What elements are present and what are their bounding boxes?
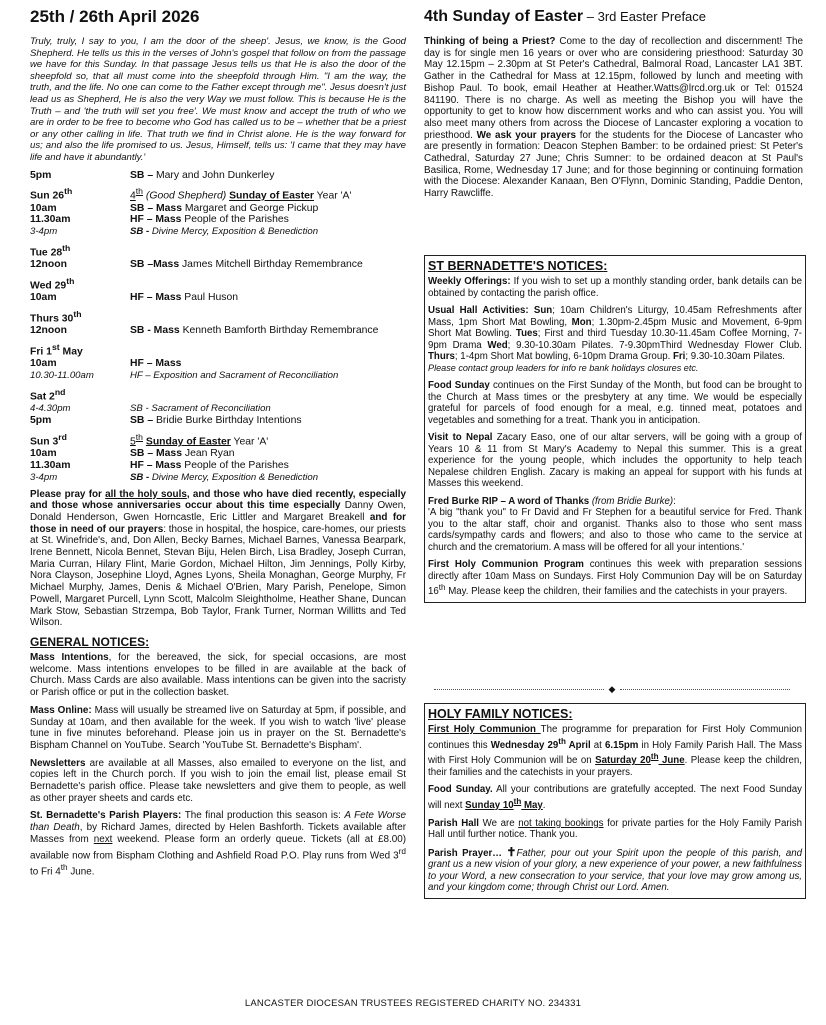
schedule-sat-2: Sat 2nd 4-4.30pm SB - Sacrament of Reconciliation 5pm SB – Bridie Burke Birthday Intentions [30, 387, 302, 427]
mass-schedule [30, 170, 406, 484]
schedule-day: Sun 26th [30, 186, 73, 202]
schedule-thu-30: Thurs 30th 12noon SB - Mass Kenneth Bamforth Birthday Remembrance [30, 309, 379, 337]
gospel-reflection: Truly, truly, I say to you, I am the door of the sheep'. Jesus, we know, is the Good Shepherd. He tells us this in the verses of John's gospel that follow on from the passage we have for this Sunday. In that passage Jesus tells us that He is also the door of the sheepfold so, that all must come into the sheepfold through Him. "I am the way, the truth, and the life. No one can come to the Father except through me". Jesus doesn't just lead us as Shepherd, He is also the very Way we must follow. This is because He is the Truth – and 'the truth will set you free'. We must know and accept the truth of who we are in order to be free to become who God has called us to be – whether that be a priest or any other calling in life. That truth we find in Christ alone. He is the way forward for us; and also the life promised to us. Jesus, Himself, tells us: 'I came that they may have life and have it abundantly.' [30, 36, 406, 163]
schedule-sat-25: 5pm SB – Mary and John Dunkerley [30, 169, 275, 181]
schedule-fri-1: Fri 1st May 10am HF – Mass 10.30-11.00am HF – Exposition and Sacrament of Reconciliation [30, 342, 339, 382]
notice-hall-activities: Usual Hall Activities: Sun; 10am Children's Liturgy, 10.45am Refreshments after Mass, 1pm Short Mat Bowling, Mon; 1.30pm-2.45pm Music and Movement, 6-9pm Short Mat Bowling. Tues; First and third Tuesday 10.30-11.45am Coffee Morning, 7-9pm Drama Wed; 9.30-10.30am Pilates. 7-9.30pmThird Wednesday Flower Club. Thurs; 1-4pm Short Mat bowling, 6-10pm Drama Group. Fri; 9.30-10.30am Pilates. Please contact group leaders for info re bank holidays closures etc. [428, 305, 802, 373]
hf-parish-prayer: Parish Prayer… ✝Father, pour out your Spirit upon the people of this parish, and grant us a new vision of your glory, a new experience of your power, a new faithfulness to your Word, a new consecration to your service, that your love may grow among us, and your kingdom come; through Christ our Lord. Amen. [428, 844, 802, 894]
diamond-icon: ◆ [608, 684, 616, 694]
st-bernadettes-title: ST BERNADETTE'S NOTICES: [428, 259, 608, 273]
left-column [30, 6, 406, 884]
hf-notice-parish-hall: Parish Hall We are not taking bookings for private parties for the Holy Family Parish Hall until further notice. Thank you. [428, 817, 803, 841]
date-heading: 25th / 26th April 2026 [30, 7, 200, 26]
schedule-time: 5pm [30, 169, 52, 181]
general-notices-title: GENERAL NOTICES: [30, 634, 150, 649]
notice-mass-intentions: Mass Intentions, for the bereaved, the sick, for special occasions, are most welcome. Mass intentions envelopes to be filled in are available at the back of Church. Mass Cards are also available. Mass intentions can be given into the sacristy or Parish office or put in the collection basket. [30, 651, 407, 699]
sunday-heading: 4th Sunday of Easter – 3rd Easter Preface [424, 8, 707, 25]
section-divider [434, 684, 790, 694]
st-bernadettes-notices-box [424, 255, 806, 603]
holy-family-title: HOLY FAMILY NOTICES: [428, 707, 573, 721]
notice-priesthood: Thinking of being a Priest? Come to the day of recollection and discernment! The day is for single men 16 years or over who are considering priesthood: Saturday 30 May 12.15pm – 2.30pm at St Peter's Cathedral, Balmoral Road, Lancaster LA1 3BT. Gather in the Cathedral for Mass at 12.15pm, followed by lunch and meeting with Bishop Paul. To book, email Heather at Heather.Watts@lrcd.org.uk or Tel: 01524 841190. There is no charge. As well as meeting the Bishop you will have the opportunity to get to know how discernment works and who can assist you. You will also meet many others from across the Diocese of Lancaster exploring a vocation to priesthood. We ask your prayers for the students for the Diocese of Lancaster who are presently in formation: Deacon Stephen Bamber: to be ordained priest: St Peter's Cathedral, Saturday 27 June; Chris Sumner: to be ordained deacon at St Paul's Basilica, Rome, Wednesday 17 June; and for those beginning or continuing formation with the Diocese: Alexander Kanaan, Ben O'Flynn, Dominic Standing, Paddie Denton, Harry Rawcliffe. [424, 36, 803, 200]
schedule-sun-3: Sun 3rd 5th Sunday of Easter Year 'A' 10am SB – Mass Jean Ryan 11.30am HF – Mass People of the Parishes 3-4pm SB - Divine Mercy, Exposition & Benediction [30, 431, 319, 483]
notice-parish-players: St. Bernadette's Parish Players: The final production this season is: A Fete Worse than Death, by Richard James, directed by Helen Bashforth. Tickets available after Masses from next weekend. Please form an orderly queue. Tickets (all at £8.00) available now from Bispham Clothing and Ashfield Road P.O. Play runs from Wed 3rd to Fri 4th June. [30, 810, 406, 877]
hf-notice-first-holy-communion: First Holy Communion The programme for preparation for First Holy Communion continues this Wednesday 29th April at 6.15pm in Holy Family Parish Hall. The Mass with First Holy Communion will be on Saturday 20th June. Please keep the children, their families and the catechists in your prayers. [428, 724, 802, 778]
notice-mass-online: Mass Online: Mass will usually be streamed live on Saturday at 5pm, if possible, and Sunday at 10am, and then available for the week. If you wish to watch 'live' please tune in five minutes beforehand. Please join us in prayer on the St. Bernadette's Bispham Channel on YouTube. Search 'YouTube St. Bernadette's Bispham'. [30, 704, 406, 751]
notice-weekly-offerings: Weekly Offerings: If you wish to set up a monthly standing order, bank details can be obtained by contacting the parish office. [428, 276, 802, 299]
prayer-intentions: Please pray for all the holy souls, and those who have died recently, especially and those whose anniversaries occur about this time especially Danny Owen, Donald Henderson, Gwen Horncastle, Eric Littler and Margaret Breakell and for those in need of our prayers: those in hospital, the hospice, care-homes, our priests at St. Winefride's, and, Don Allen, Becky Barnes, Michael Barnes, Vanessa Bearpark, Irene Bennett, Nicola Bennet, Stevan Biju, Helen Birch, Lisa Bradley, Joseph Curran, Maria Curran, Hilary Flint, Marie Gordon, Michael Hilton, Jim Jennings, Polly Kirby, Nora Clayson, Josephine Lloyd, Agnes Lyons, Sheila Monaghan, George Murphy, Fr Michael Murphy, James, Denis & Michael O'Brien, Mary Parish, Penelope, Simon Powell, Margaret Purcell, Lynn Scott, Malcolm Sleightholme, Heather Shane, Duncan Mark Stow, Sebastian Strzempa, Bob Taylor, Frank Turner, Norman Willitts and Ted Wilson. [30, 488, 406, 629]
notice-fred-burke: Fred Burke RIP – A word of Thanks (from Bridie Burke): 'A big "thank you" to Fr David and Fr Stephen for a beautiful service for Fred. Thank you to the altar staff, choir and organist. Thanks also to those who sent mass cards/sympathy cards and flowers; and also to those who came to the service at church and the crematorium. A mass will be offered for all your intentions.' [428, 495, 802, 553]
right-column [424, 6, 803, 200]
schedule-heading: 4th (Good Shepherd) Sunday of Easter Year 'A' [130, 186, 352, 202]
footer-charity-number: LANCASTER DIOCESAN TRUSTEES REGISTERED CHARITY NO. 234331 [244, 998, 582, 1009]
notice-newsletters: Newsletters are available at all Masses, also emailed to everyone on the list, and copies left in the Church porch. If you wish to join the email list, please email St Bernadette's parish office. Please take newsletters and give them to people, as well as other prayer sheets and cards etc. [30, 757, 406, 804]
schedule-wed-29: Wed 29th 10am HF – Mass Paul Huson [30, 276, 239, 304]
cross-icon: ✝ [506, 844, 517, 859]
notice-visit-nepal: Visit to Nepal Zacary Easo, one of our altar servers, will be going with a group of Years 10 & 11 from St Mary's Academy to Nepal this summer. This is a great experience for the young people, which includes the opportunity to help teach Nepalese children English. Zacary is making an appeal for support with his funds at Masses this weekend. [428, 432, 802, 489]
hf-notice-food-sunday: Food Sunday. All your contributions are gratefully accepted. The next Food Sunday will next Sunday 10th May. [428, 784, 802, 812]
holy-family-notices-box [424, 703, 806, 899]
notice-first-holy-communion: First Holy Communion Program continues this week with preparation sessions directly after 10am Mass on Sundays. First Holy Communion Day will be on Saturday 16th May. Please keep the children, their families and the catechists in your prayers. [428, 559, 802, 598]
notice-food-sunday: Food Sunday continues on the First Sunday of the Month, but food can be brought to the Church at Mass times or the presbytery at any time. We would be especially grateful for parcels of food enough for a meal, e.g. tinned meat, potatoes and vegetables and something for a treat. Thank you in anticipation. [428, 380, 802, 426]
schedule-tue-28: Tue 28th 12noon SB –Mass James Mitchell Birthday Remembrance [30, 242, 363, 271]
schedule-sun-26: Sun 26th 4th (Good Shepherd) Sunday of Easter Year 'A' 10am SB – Mass Margaret and George Pickup 11.30am HF – Mass People of the Parishes 3-4pm SB - Divine Mercy, Exposition & Benediction [30, 186, 406, 238]
